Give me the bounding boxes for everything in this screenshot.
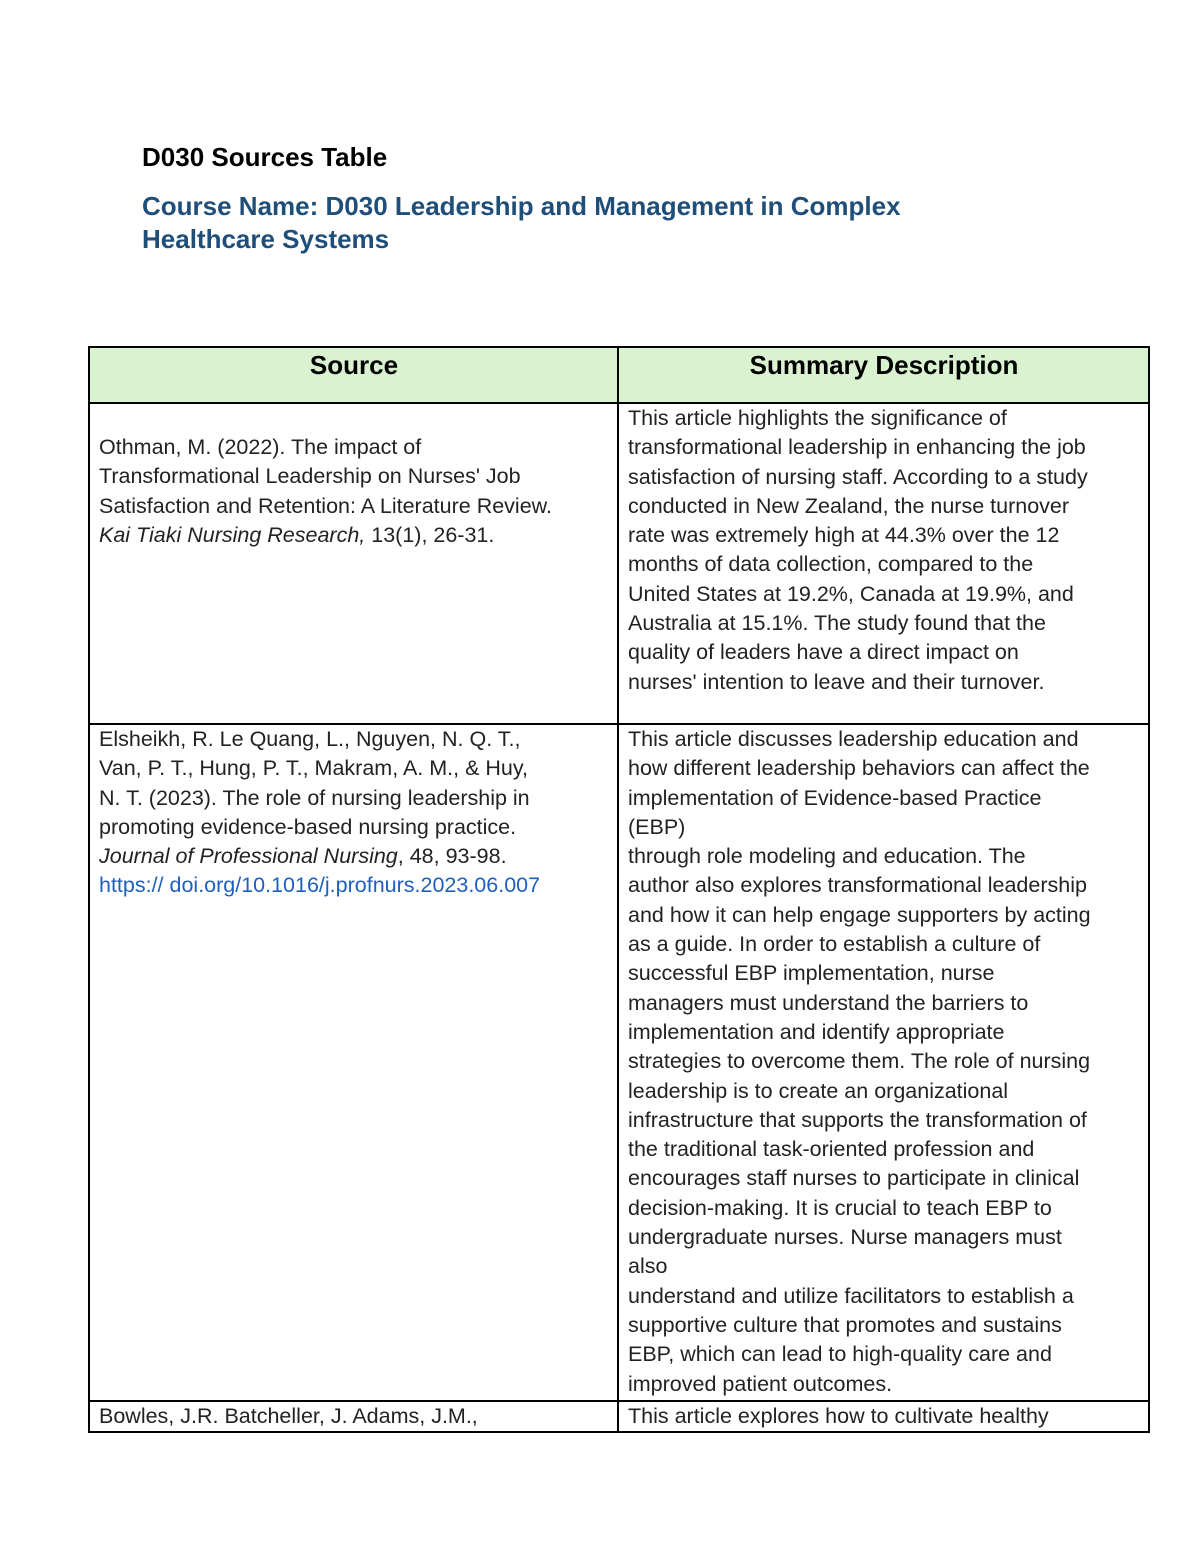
citation-line: N. T. (2023). The role of nursing leadership in [99,785,530,810]
summary-line: undergraduate nurses. Nurse managers must [628,1225,1062,1250]
citation-line: Othman, M. (2022). The impact of [99,435,422,459]
summary-line: This article explores how to cultivate healthy [628,1404,1049,1428]
document-title: D030 Sources Table [142,142,388,172]
summary-line: Australia at 15.1%. The study found that the [628,611,1046,636]
citation-line: Bowles, J.R. Batcheller, J. Adams, J.M., [99,1404,478,1428]
summary-line: strategies to overcome them. The role of nursing [628,1049,1091,1074]
summary-line: This article highlights the significance of [628,406,1007,430]
summary-line: transformational leadership in enhancing the job [628,435,1086,460]
citation-line: promoting evidence-based nursing practice. [99,814,517,839]
citation-line: Elsheikh, R. Le Quang, L., Nguyen, N. Q. T., [99,727,521,751]
summary-line: EBP, which can lead to high-quality care and [628,1342,1052,1367]
citation-line: Transformational Leadership on Nurses' Job [99,464,521,489]
summary-line: rate was extremely high at 44.3% over the 12 [628,523,1060,548]
course-name [142,190,1042,256]
summary-line: United States at 19.2%, Canada at 19.9%, and [628,581,1074,606]
summary-line: nurses' intention to leave and their turnover. [628,669,1045,694]
summary-line: quality of leaders have a direct impact on [628,640,1019,665]
summary-line: implementation of Evidence-based Practice [628,785,1042,810]
table-row [89,724,1149,1401]
citation-line: Van, P. T., Hung, P. T., Makram, A. M., & Huy, [99,756,528,781]
source-cell [89,1401,618,1432]
citation-journal-line [99,842,609,871]
summary-line: managers must understand the barriers to [628,990,1029,1015]
table-header-row [89,347,1149,403]
journal-details: , 48, 93-98. [397,844,507,869]
summary-line: and how it can help engage supporters by acting [628,902,1091,927]
summary-line: the traditional task-oriented profession and [628,1137,1035,1162]
journal-name: Kai Tiaki Nursing Research, [99,522,366,547]
journal-details: 13(1), 26-31. [365,522,495,547]
summary-column-header: Summary Description [618,347,1149,403]
table-row [89,403,1149,724]
summary-line: (EBP) [628,814,686,839]
summary-cell [618,1401,1149,1432]
summary-line: supportive culture that promotes and sustains [628,1312,1062,1337]
source-cell [89,403,618,724]
summary-line: as a guide. In order to establish a culture of [628,932,1041,957]
sources-table [88,346,1150,1433]
course-name-line-1: Course Name: D030 Leadership and Management in Complex [142,191,901,221]
journal-name: Journal of Professional Nursing [99,844,398,869]
summary-line: conducted in New Zealand, the nurse turnover [628,493,1070,518]
summary-cell [618,724,1149,1401]
citation-line: Satisfaction and Retention: A Literature Review. [99,493,552,518]
summary-line: understand and utilize facilitators to establish a [628,1283,1074,1308]
summary-line: improved patient outcomes. [628,1371,893,1396]
course-name-line-2: Healthcare Systems [142,224,390,254]
summary-line: decision-making. It is crucial to teach EBP to [628,1195,1052,1220]
source-cell [89,724,618,1401]
summary-line: This article discusses leadership education and [628,727,1079,751]
summary-line: author also explores transformational leadership [628,873,1087,898]
doi-link[interactable]: https:// doi.org/10.1016/j.profnurs.2023.06.007 [99,873,541,898]
summary-line: also [628,1254,668,1279]
summary-line: leadership is to create an organizational [628,1078,1009,1103]
summary-line: how different leadership behaviors can affect the [628,756,1090,781]
source-column-header: Source [89,347,618,403]
citation-journal-line [99,521,609,550]
summary-line: satisfaction of nursing staff. According to a study [628,464,1088,489]
summary-line: implementation and identify appropriate [628,1019,1005,1044]
summary-line: encourages staff nurses to participate in clinical [628,1166,1080,1191]
summary-line: through role modeling and education. The [628,844,1026,869]
summary-line: months of data collection, compared to the [628,552,1034,577]
summary-cell [618,403,1149,724]
summary-line: successful EBP implementation, nurse [628,961,995,986]
summary-line: infrastructure that supports the transformation of [628,1107,1087,1132]
table-row [89,1401,1149,1432]
